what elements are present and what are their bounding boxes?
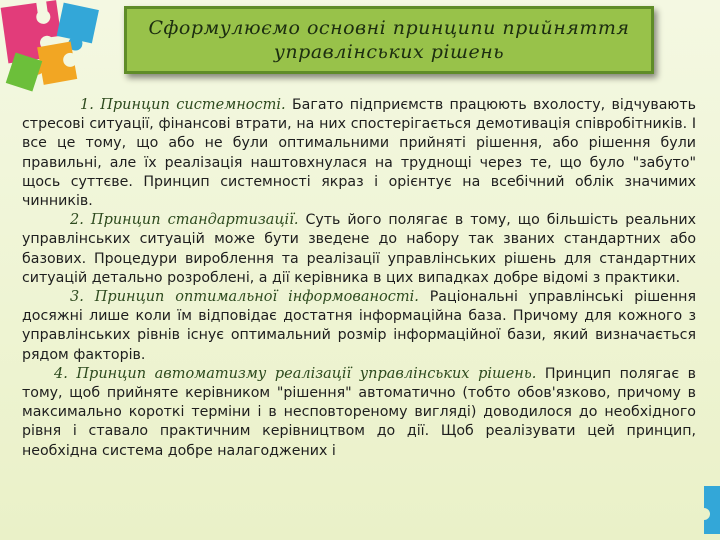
slide-content: [22, 96, 696, 540]
puzzle-logo-icon: [0, 0, 110, 92]
principle-text-3: Раціональні управлінські рішення досяжні лише коли їм відповідає достатня інформаційна база. Причому для кожного з управлінських рівнів існує оптимальний розмір інформаційної бази, який визначається рядом факторів.: [22, 289, 696, 363]
principle-paragraph-4: [22, 365, 696, 461]
principle-text-1: Багато підприємств працюють вхолосту, відчувають стресові ситуації, фінансові втрати, на них спостерігається демотивація співробітників. І все це тому, що або не були оптимальними прийняті рішення, або рішення були правильні, але їх реалізація наштовхнулася на труднощі через те, що було "забуто" щось суттєве. Принцип системності якраз і орієнтує на всебічний облік значимих чинників.: [22, 97, 696, 210]
principle-paragraph-2: [22, 211, 696, 288]
principle-heading-2: 2. Принцип стандартизації.: [70, 212, 299, 229]
principle-text-2: Суть його полягає в тому, що більшість реальних управлінських ситуацій може бути зведене до набору так званих стандартних або базових. Процедури вироблення та реалізації управлінських рішень для стандартних ситуацій детально розроблені, а дії керівника в цих випадках добре відомі з практики.: [22, 212, 696, 286]
slide-title-line-1: Сформулюємо основні принципи прийняття: [148, 17, 630, 39]
principle-heading-4: 4. Принцип автоматизму реалізації управлінських рішень.: [54, 365, 537, 382]
puzzle-corner-icon: [698, 480, 720, 540]
principle-heading-3: 3. Принцип оптимальної інформованості.: [70, 289, 419, 306]
principle-text-4: Принцип полягає в тому, щоб прийняте керівником "рішення" автоматично (тобто обов'язково, причому в максимально короткі терміни і в несповтореному вигляді) доводилося до необхідного рівня і ставало практичним керівництвом до дії. Щоб реалізувати цей принцип, необхідна система добре налагоджених і: [22, 365, 696, 459]
principle-paragraph-1: [22, 96, 696, 211]
slide-title-line-2: управлінських рішень: [273, 41, 505, 63]
principle-heading-1: 1. Принцип системності.: [80, 97, 286, 113]
slide-title-box: [124, 6, 654, 74]
principle-paragraph-3: [22, 288, 696, 365]
